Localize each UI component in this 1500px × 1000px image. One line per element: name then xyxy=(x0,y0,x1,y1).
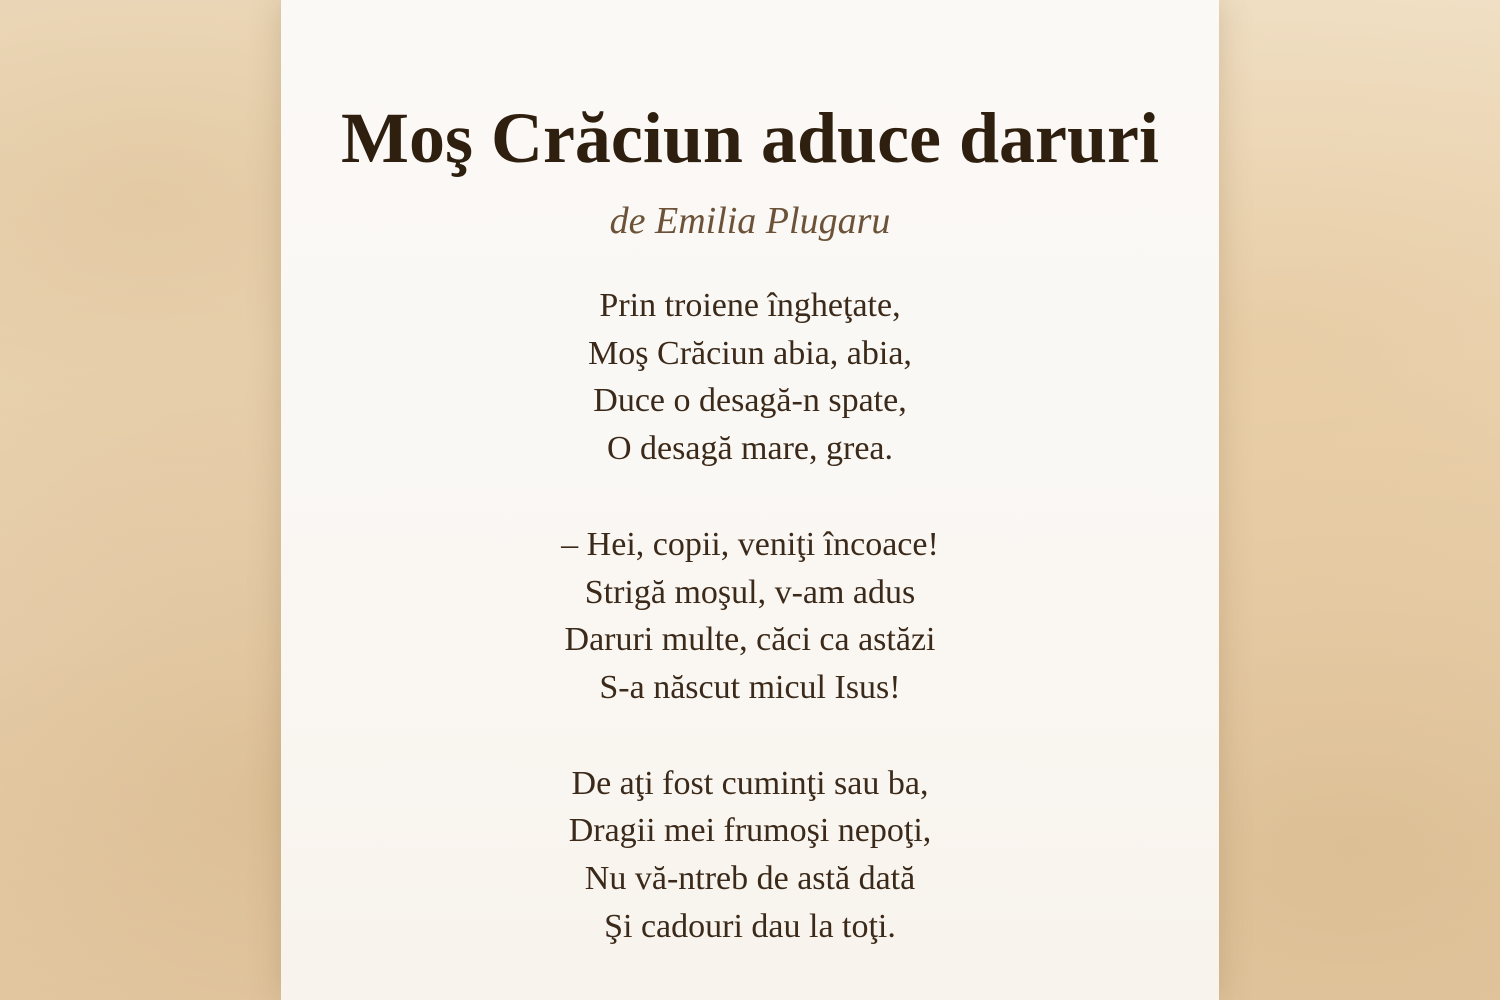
poem-line: De aţi fost cuminţi sau ba, xyxy=(571,764,929,802)
stanza-2 xyxy=(281,521,1219,712)
poem-line: Daruri multe, căci ca astăzi xyxy=(564,621,936,659)
poem-line: Strigă moşul, v-am adus xyxy=(584,573,916,611)
poem-line: Duce o desagă-n spate, xyxy=(593,382,907,420)
poem-line: Moş Crăciun abia, abia, xyxy=(588,334,912,372)
poem-page xyxy=(281,0,1219,1000)
poem-line: Dragii mei frumoşi nepoţi, xyxy=(568,812,932,850)
poem-title: Moş Crăciun aduce daruri xyxy=(341,98,1159,178)
poem-line: Şi cadouri dau la toţi. xyxy=(604,907,896,945)
stanza-3 xyxy=(281,760,1219,951)
poem-line: Nu vă-ntreb de astă dată xyxy=(584,860,916,898)
poem-body xyxy=(281,282,1219,998)
poem-line: S-a născut micul Isus! xyxy=(599,668,901,706)
poem-author: de Emilia Plugaru xyxy=(609,200,891,242)
poem-line: Prin troiene îngheţate, xyxy=(599,287,901,324)
poem-line: O desagă mare, grea. xyxy=(606,430,893,468)
poem-line: – Hei, copii, veniţi încoace! xyxy=(561,525,939,563)
stanza-1 xyxy=(281,282,1219,473)
